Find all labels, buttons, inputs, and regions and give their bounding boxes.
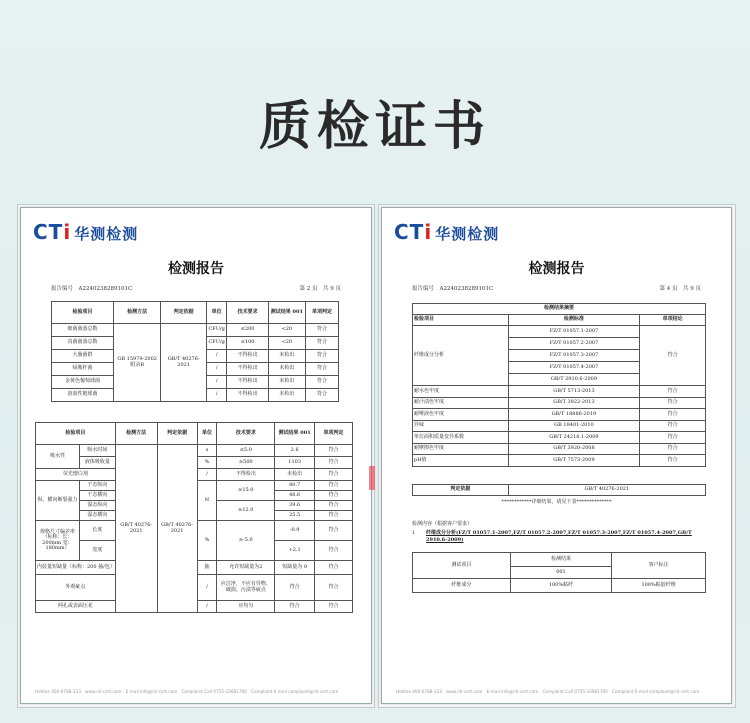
table-cell: CFU/g [206,324,227,337]
result-cell: 短缺量为 0 [275,561,315,575]
table-cell: 不得检出 [227,350,268,363]
table-header-cell: 检测方法 [113,302,160,324]
unit-cell: % [197,457,217,469]
standard-cell: FZ/T 01057.4-2007 [508,362,640,374]
sub-item-cell: 液体吸收量 [79,457,115,469]
table-cell: / [206,389,227,402]
table-header-cell: 检验项目 [52,302,114,324]
table-cell: 符合 [640,420,706,432]
table-row [413,386,706,398]
report-page-2 [20,207,372,704]
result-cell: 符合 [275,575,315,601]
item-cell: 规格尺寸偏差率（标称：长：200mm 宽：180mm） [36,521,80,561]
table-cell: GB/T 5713-2013 [508,386,640,398]
sub-item-cell: 干态横向 [79,491,115,501]
item-cell: 纵、横向断裂强力 [36,481,80,521]
judgement-cell: 符合 [315,561,353,575]
physical-table [35,422,353,613]
result-cell: 符合 [275,601,315,613]
cti-logo: CTi 华测检测 [394,220,500,244]
result-cell: 39.6 [275,501,315,511]
table-row [36,445,353,457]
sub-item-cell: 干态纵向 [79,481,115,491]
table-header-cell: 单位 [206,302,227,324]
requirement-cell: 不得检出 [217,469,275,481]
summary-title: 检测结果摘要 [413,304,706,315]
judgement-cell: 符合 [315,541,353,561]
item-cell: 外观疵点 [36,575,116,601]
basis-cell: GB/T 40276-2021 [161,324,206,402]
table-cell: 真菌菌落总数 [52,337,114,350]
result-cell: 48.6 [275,491,315,501]
table-cell: GB/T 3922-2013 [508,397,640,409]
table-cell: 未检出 [268,350,305,363]
requirement-cell: 应洁净，不应有异物、破损、污渍等疵点 [217,575,275,601]
unit-cell: N [197,481,217,521]
unit-cell: % [197,521,217,561]
judgement-cell: 符合 [315,521,353,541]
table-cell: GB/T 24218.1-2009 [508,432,640,444]
detect-content: 检测内容（根据客户要求） [412,521,473,527]
sub-item-cell: 湿态横向 [79,511,115,521]
report-page-4 [381,207,732,704]
table-header-cell: 技术要求 [227,302,268,324]
table-cell: 耐唾液色牢度 [413,409,509,421]
table-cell: 绿脓杆菌 [52,363,114,376]
result-header-client: 客户标注 [612,553,706,579]
basis-table [412,484,706,496]
sub-item-cell: 吸水时间 [79,445,115,457]
table-cell: / [206,363,227,376]
result-cell: 纤维成分 [413,579,511,593]
table-header-cell: 技术要求 [217,423,275,445]
table-cell: 符合 [640,432,706,444]
unit-cell: / [197,601,217,613]
judgement-cell: 符合 [315,491,353,501]
result-cell: 100%粘纤 [510,579,612,593]
table-cell: GB/T 18886-2019 [508,409,640,421]
report-title: 检测报告 [168,261,224,277]
table-row [413,409,706,421]
table-header-cell: 单项判定 [305,302,338,324]
requirement-cell: 允许短缺量为2 [217,561,275,575]
detail-note: ************详细结果，请见下表************** [501,499,612,505]
footer-contact: Hotline 400-6788-333 www.cti-cert.com E-mail info@cti-cert.com Complaint Call 0755-33681700 Complaint E-mail complaint@cti-cert.com [35,689,339,694]
unit-cell: / [197,469,217,481]
requirement-cell: ≥500 [217,457,275,469]
item-cell: 网孔或表面压花 [36,601,116,613]
item-cell: 内装量短缺量（标称：200 抽/包） [36,561,116,575]
report-number: 报告编号 A2240238289101C [412,286,494,292]
judgement-cell: 符合 [315,457,353,469]
judgement-cell: 符合 [315,445,353,457]
requirement-cell: ≥15.0 [217,481,275,501]
result-header-result: 检测结果 [510,553,612,567]
cti-logo: CTi 华测检测 [33,220,139,244]
requirement-cell: ≤5.0 [217,445,275,457]
table-cell: 大肠菌群 [52,350,114,363]
table-header-cell: 检测方法 [115,423,157,445]
summary-table [412,303,706,467]
result-header-item: 测试项目 [413,553,511,579]
standard-cell: FZ/T 01057.1-2007 [508,326,640,338]
item-cell: 纤维成分分析 [413,326,509,386]
result-cell: -0.9 [275,521,315,541]
requirement-cell: ≥-5.0 [217,521,275,561]
section-number: 1 [412,530,416,536]
table-cell: 异味 [413,420,509,432]
table-row [413,443,706,455]
table-cell: 符合 [305,389,338,402]
table-cell: <20 [268,337,305,350]
table-header-cell: 检验项目 [36,423,116,445]
result-header-sample: 001 [510,567,612,579]
table-header-cell: 单项判定 [315,423,353,445]
table-header-cell: 检测标准 [508,315,640,326]
table-row [413,420,706,432]
table-cell: GB 18401-2010 [508,420,640,432]
table-cell: GB/T 7573-2009 [508,455,640,467]
sub-item-cell: 长度 [79,521,115,541]
table-header-cell: 判定依据 [157,423,197,445]
table-cell: 符合 [640,455,706,467]
table-header-cell: 判定依据 [161,302,206,324]
result-cell: 未检出 [275,469,315,481]
table-row [413,397,706,409]
table-cell: 符合 [305,337,338,350]
table-cell: 符合 [305,324,338,337]
table-cell: ≤200 [227,324,268,337]
unit-cell: s [197,445,217,457]
judgement-cell: 符合 [315,575,353,601]
judgement-cell: 符合 [315,601,353,613]
standard-cell: GB/T 2910.6-2009 [508,374,640,386]
table-row [413,455,706,467]
table-cell: 符合 [640,386,706,398]
table-cell: 符合 [640,443,706,455]
table-cell: 溶血性链球菌 [52,389,114,402]
page-info: 第 2 页 共 9 页 [299,286,341,292]
table-cell: GB/T 3920-2008 [508,443,640,455]
micro-table [51,301,339,402]
table-cell: 耐水色牢度 [413,386,509,398]
report-number: 报告编号 A2240238289101C [51,286,133,292]
table-cell: 耐汗渍色牢度 [413,397,509,409]
table-cell: 符合 [305,376,338,389]
table-header-cell: 单位 [197,423,217,445]
judgement-cell: 符合 [315,511,353,521]
table-cell: / [206,376,227,389]
unit-cell: / [197,575,217,601]
table-cell: <20 [268,324,305,337]
unit-cell: 抽 [197,561,217,575]
table-cell: 细菌菌落总数 [52,324,114,337]
table-cell: 符合 [305,363,338,376]
table-header-cell: 检验项目 [413,315,509,326]
table-cell: 单位面积质量变异系数 [413,432,509,444]
basis-value: GB/T 40276-2021 [508,485,705,496]
judgement-cell: 符合 [315,469,353,481]
result-cell: 1103 [275,457,315,469]
method-cell: GB 15979-2002 附录B [113,324,160,402]
judgement-cell: 符合 [315,501,353,511]
table-cell: 不得检出 [227,363,268,376]
table-cell: 符合 [305,350,338,363]
table-cell: CFU/g [206,337,227,350]
page-headline: 质检证书 [258,97,491,157]
sub-item-cell: 宽度 [79,541,115,561]
table-header-cell: 测试结果 001 [275,423,315,445]
basis-cell: GB/T 40276-2021 [157,445,197,613]
judgement-cell: 符合 [315,481,353,491]
table-cell: pH值 [413,455,509,467]
result-cell: 80.7 [275,481,315,491]
table-cell: 不得检出 [227,389,268,402]
footer-contact: Hotline 400-6788-333 www.cti-cert.com E-mail info@cti-cert.com Complaint Call 0755-33681700 Complaint E-mail complaint@cti-cert.com [396,689,700,694]
table-header-cell: 单项结论 [640,315,706,326]
requirement-cell: 应均匀 [217,601,275,613]
section-title: 纤维成分分析(FZ/T 01057.1-2007,FZ/T 01057.2-2007,FZ/T 01057.3-2007,FZ/T 01057.4-2007,GB/T 2910.6-2009) [426,530,692,543]
item-cell: 吸水性 [36,445,80,469]
result-table [412,552,706,593]
result-cell: +2.1 [275,541,315,561]
item-cell: 荧光增白剂 [36,469,116,481]
table-cell: 不得检出 [227,376,268,389]
report-title: 检测报告 [528,261,585,277]
table-row [52,324,339,337]
table-cell: 未检出 [268,389,305,402]
table-row [413,326,706,338]
judgement-cell: 符合 [640,326,706,386]
table-cell: 符合 [640,397,706,409]
result-cell: 25.5 [275,511,315,521]
table-cell: 符合 [640,409,706,421]
table-cell: 未检出 [268,363,305,376]
table-cell: / [206,350,227,363]
method-cell: GB/T 40276-2021 [115,445,157,613]
table-cell: ≤100 [227,337,268,350]
basis-label: 判定依据 [413,485,509,496]
table-row [413,432,706,444]
requirement-cell: ≥12.0 [217,501,275,521]
result-cell: 2.6 [275,445,315,457]
table-header-cell: 测试结果 001 [268,302,305,324]
standard-cell: FZ/T 01057.3-2007 [508,350,640,362]
table-cell: 金黄色葡萄球菌 [52,376,114,389]
table-cell: 耐摩擦色牢度 [413,443,509,455]
seal-mark [369,466,375,490]
table-cell: 未检出 [268,376,305,389]
page-info: 第 4 页 共 9 页 [659,286,701,292]
result-cell: 100%粘胶纤维 [612,579,706,593]
sub-item-cell: 湿态纵向 [79,501,115,511]
standard-cell: FZ/T 01057.2-2007 [508,338,640,350]
